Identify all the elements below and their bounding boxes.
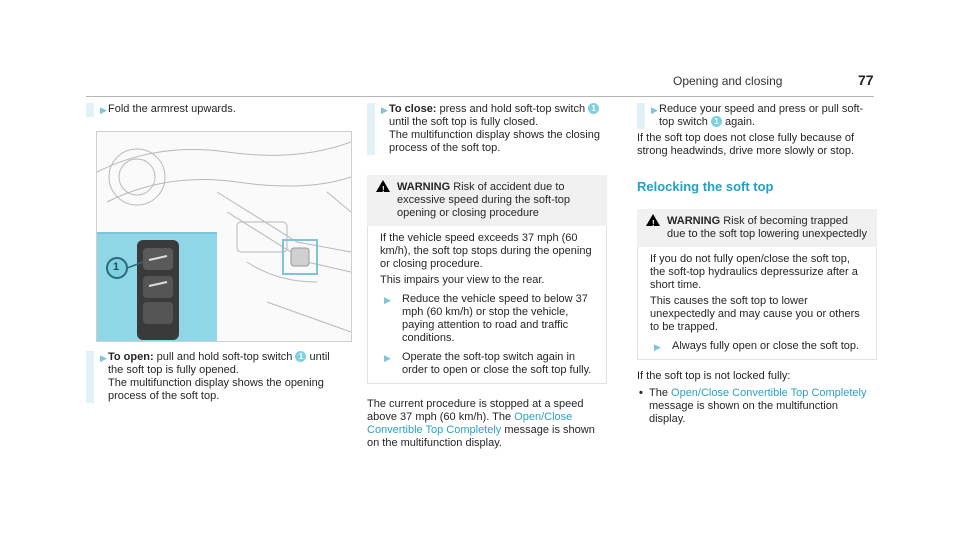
- warning-box-trapped: [637, 209, 877, 360]
- column-1: [86, 103, 346, 117]
- step-label: To open:: [108, 351, 154, 363]
- note-text: message is shown on the multifunction display.: [367, 424, 595, 449]
- column-3: [637, 103, 877, 426]
- warning-text: This impairs your view to the rear.: [380, 274, 545, 286]
- step-text: Fold the armrest upwards.: [108, 103, 236, 115]
- header-rule: [86, 96, 874, 97]
- step-text: The multifunction display shows the closing process of the soft top.: [389, 129, 600, 154]
- softtop-switch-drawing: [97, 234, 217, 342]
- warning-text: If you do not fully open/close the soft top, the soft-top hydraulics depressurize after a short time.: [650, 253, 858, 291]
- header-title: Opening and closing: [673, 74, 783, 88]
- bullet-text: The: [649, 387, 672, 399]
- warning-text: This causes the soft top to lower unexpectedly and may cause you or others to be trapped.: [650, 295, 860, 333]
- column-1-lower: [86, 351, 346, 403]
- step-fold-armrest: [86, 103, 346, 117]
- headwind-note: If the soft top does not close fully because of strong headwinds, drive more slowly or stop.: [637, 132, 855, 157]
- speed-note: [367, 398, 607, 450]
- step-text: Reduce your speed and press or pull soft-top switch: [659, 103, 864, 128]
- warning-step: [650, 340, 866, 353]
- column-2: [367, 103, 607, 450]
- warning-body: [367, 226, 607, 384]
- step-text: until the soft top is fully closed.: [389, 116, 539, 128]
- step-bar: [86, 103, 94, 117]
- step-text: The multifunction display shows the opening process of the soft top.: [108, 377, 324, 402]
- warning-step: [380, 293, 596, 345]
- note-text: The current procedure is stopped at a speed above 37 mph (60 km/h). The: [367, 398, 584, 423]
- bullet-icon: •: [639, 387, 643, 399]
- callout-1: 1: [113, 261, 120, 273]
- step-text: until the soft top is fully opened.: [108, 351, 330, 376]
- arrow-icon: ▶: [384, 295, 391, 305]
- arrow-icon: ▶: [651, 105, 658, 115]
- bullet-item: [637, 387, 877, 426]
- callout-badge: 1: [295, 351, 306, 362]
- display-message-link: Open/Close Convertible Top Completely: [671, 387, 867, 399]
- arrow-icon: ▶: [100, 353, 107, 363]
- warning-triangle-icon: !: [376, 180, 390, 192]
- section-title: Relocking the soft top: [637, 179, 774, 194]
- step-open: [86, 351, 346, 403]
- page-number: 77: [858, 72, 874, 88]
- step-bar: [367, 103, 375, 155]
- step-text: pull and hold soft-top switch: [153, 351, 296, 363]
- armrest-illustration: [96, 131, 352, 342]
- step-text: Operate the soft-top switch again in order to open or close the soft top fully.: [402, 351, 592, 376]
- step-reduce-speed: [637, 103, 877, 129]
- bullet-text: message is shown on the multifunction display.: [649, 400, 838, 425]
- callout-badge: 1: [588, 103, 599, 114]
- warning-triangle-icon: !: [646, 214, 660, 226]
- warning-box-speed: [367, 175, 607, 384]
- warning-title: Risk of becoming trapped due to the soft top lowering unexpectedly: [667, 215, 867, 240]
- step-bar: [637, 103, 645, 129]
- arrow-icon: ▶: [654, 342, 661, 352]
- callout-badge: 1: [711, 116, 722, 127]
- step-text: again.: [721, 116, 755, 128]
- step-bar: [86, 351, 94, 403]
- warning-label: WARNING: [397, 181, 451, 193]
- step-text: Always fully open or close the soft top.: [672, 340, 860, 352]
- warning-text: If the vehicle speed exceeds 37 mph (60 km/h), the soft top stops during the opening or closing procedure.: [380, 232, 592, 270]
- step-close: [367, 103, 607, 155]
- step-text: Reduce the vehicle speed to below 37 mph (60 km/h) or stop the vehicle, paying attention to road and traffic conditions.: [402, 293, 588, 344]
- warning-header: [637, 209, 877, 247]
- warning-body: [637, 247, 877, 360]
- locked-note: If the soft top is not locked fully:: [637, 370, 791, 382]
- display-message-link: Open/Close Convertible Top Completely: [367, 411, 573, 436]
- warning-step: [380, 351, 596, 377]
- arrow-icon: ▶: [384, 353, 391, 363]
- warning-header: [367, 175, 607, 226]
- arrow-icon: ▶: [100, 105, 107, 115]
- arrow-icon: ▶: [381, 105, 388, 115]
- warning-label: WARNING: [667, 215, 721, 227]
- switch-inset: [97, 232, 217, 342]
- step-label: To close:: [389, 103, 437, 115]
- step-text: press and hold soft-top switch: [436, 103, 589, 115]
- warning-title: Risk of accident due to excessive speed during the soft-top opening or closing procedure: [397, 181, 571, 219]
